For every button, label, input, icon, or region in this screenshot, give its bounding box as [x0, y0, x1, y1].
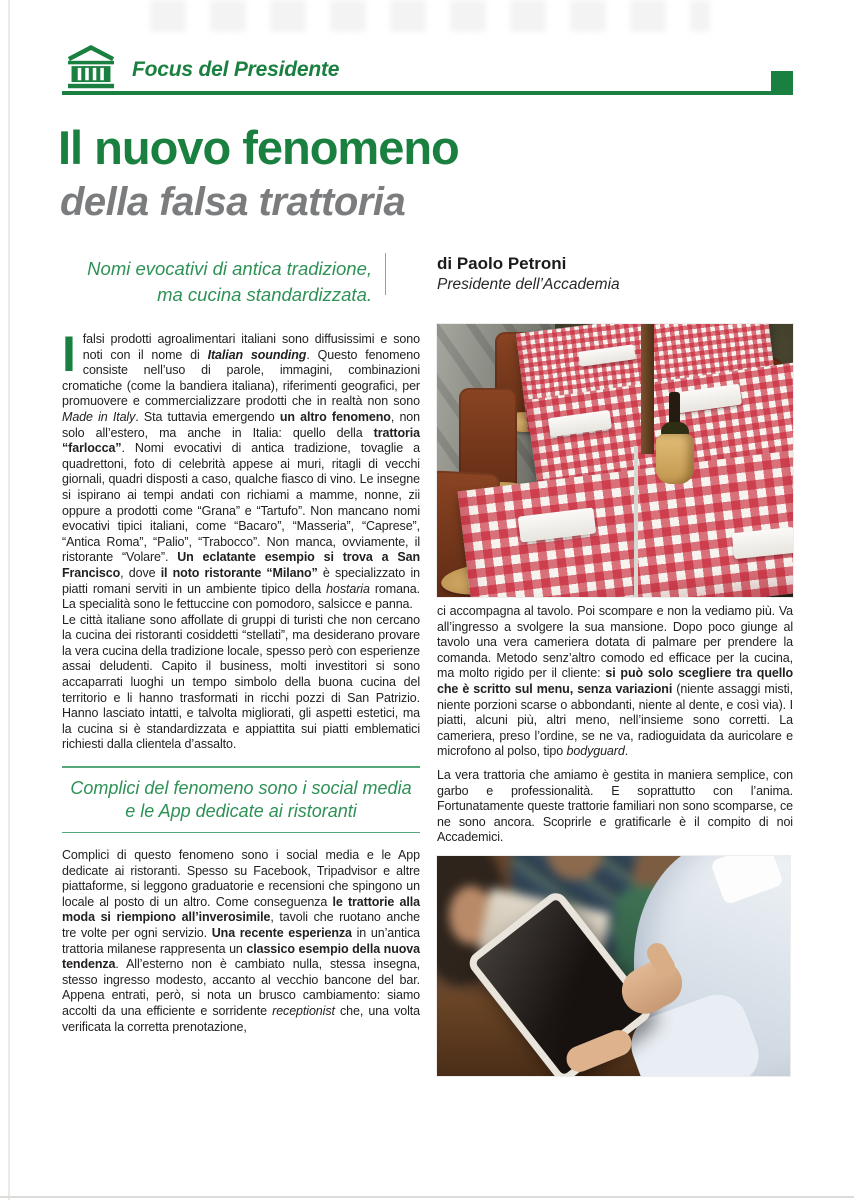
dropcap: I [62, 326, 76, 382]
paragraph-waitress: ci accompagna al tavolo. Poi scompare e non la vediamo più. Va all’ingresso a svolgere la sua mansione. Dopo poco giunge al tavolo una vera cameriera dotata di palmare per prendere la comanda. Metodo senz’altro comodo ed efficace per la cucina, ma molto rigido per il cliente: si può solo scegliere tra quello che è scritto sul menu, senza variazioni (niente assaggi misti, niente porzioni scarse o abbondanti, niente al dente, e così via). I piatti, alcuni più, altri meno, nell’insieme sono corretti. La cameriera, preso l’ordine, se ne va, radioguidata da auricolare e microfono al polso, tipo bodyguard. [437, 604, 793, 759]
photo-trattoria-tables [437, 324, 793, 597]
section-title: Focus del Presidente [132, 58, 340, 81]
header-rule [62, 91, 793, 95]
paragraph-true-trattoria: La vera trattoria che amiamo è gestita in maniera semplice, con garbo e professionalità. E soprattutto con l’anima. Fortunatamente queste trattorie familiari non sono scomparse, ce ne sono ancora. Scoprirle e gratificarle è il compito di noi Accademici. [437, 767, 793, 845]
pullquote-line2: e le App dedicate ai ristoranti [125, 800, 357, 821]
photo2-vignette [437, 856, 790, 1076]
photo1-vignette [437, 324, 793, 597]
byline-author: di Paolo Petroni [437, 254, 567, 273]
pullquote-rule-bottom [62, 832, 420, 834]
paragraph-intro: Ifalsi prodotti agroalimentari italiani sono diffusissimi e sono noti con il nome di Italian sounding. Questo fenomeno consiste nell’uso di parole, immagini, combinazioni cromatiche (come la bandiera italiana), riferimenti geografici, per promuovere e commercializzare prodotti che in realtà non sono Made in Italy. Sta tuttavia emergendo un altro fenomeno, non solo all’estero, ma anche in Italia: quello della trattoria “farlocca”. Nomi evocativi di antica tradizione, tovaglie a quadrettoni, foto di celebrità appese ai muri, ritagli di vecchi giornali, quadri disposti a caso, qualche fiasco di vino. Le insegne si ispirano ai tempi andati con richiami a mamme, nonne, zii oppure a prodotti come “Grana” e “Tartufo”. Non mancano nomi evocativi tipici italiani, come “Bacaro”, “Masseria”, “Caprese”, “Antica Roma”, “Palio”, “Trabocco”. Non manca, ovviamente, il ristorante “Volare”. Un eclatante esempio si trova a San Francisco, dove il noto ristorante “Milano” è specializzato in piatti romani serviti in un ambiente tipico della hostaria romana. La specialità sono le fettuccine con pomodoro, salsicce e panna. [62, 326, 421, 612]
page-edge-bottom [0, 1196, 854, 1198]
byline [437, 253, 620, 295]
article-title-line1: Il nuovo fenomeno [58, 121, 459, 174]
standfirst-line1: Nomi evocativi di antica tradizione, [87, 258, 372, 279]
page-showthrough [150, 0, 710, 32]
right-column [437, 324, 793, 1076]
temple-icon [62, 44, 120, 90]
byline-role: Presidente dell’Accademia [437, 276, 620, 293]
header-square-accent [771, 71, 793, 95]
standfirst [56, 256, 372, 308]
left-column [62, 326, 421, 1035]
standfirst-line2: ma cucina standardizzata. [157, 284, 372, 305]
pullquote [62, 768, 420, 832]
paragraph-social-media: Complici di questo fenomeno sono i social media e le App dedicate ai ristoranti. Spesso su Facebook, Tripadvisor e altre piattaforme, si leggono graduatorie e recensioni che spingono un locale al posto di un altro. Come conseguenza le trattorie alla moda si riempiono all’inverosimile, tavoli che ruotano anche tre volte per ogni servizio. Una recente esperienza in un’antica trattoria milanese rappresenta un classico esempio della nuova tendenza. All’esterno non è cambiato nulla, stessa insegna, stesso ingresso modesto, accanto al vecchio bancone del bar. Appena entrati, però, si nota un brusco cambiamento: siamo accolti da una efficiente e sorridente receptionist che, una volta verificata la corretta prenotazione, [62, 848, 421, 1034]
article-title-line2: della falsa trattoria [60, 180, 406, 224]
page-edge-left [8, 0, 10, 1200]
byline-divider [385, 253, 386, 295]
photo-waiter-tablet [437, 856, 790, 1076]
pullquote-line1: Complici del fenomeno sono i social media [70, 777, 412, 798]
pullquote-block [62, 766, 420, 833]
paragraph-tourists: Le città italiane sono affollate di gruppi di turisti che non cercano la cucina dei ristoranti cosiddetti “stellati”, ma desiderano provare la vera cucina della tradizione locale, spesso però con esperienze assai deludenti. Capito il business, molti investitori si sono accaparrati luoghi un tempo simbolo della buona cucina del territorio e li hanno trasformati in ricchi pozzi di San Patrizio. Hanno lasciato intatti, e talvolta migliorati, gli aspetti estetici, ma la cucina si è standardizzata e appiattita sui piatti emblematici richiesti dalla clientela d’assalto. [62, 612, 420, 752]
